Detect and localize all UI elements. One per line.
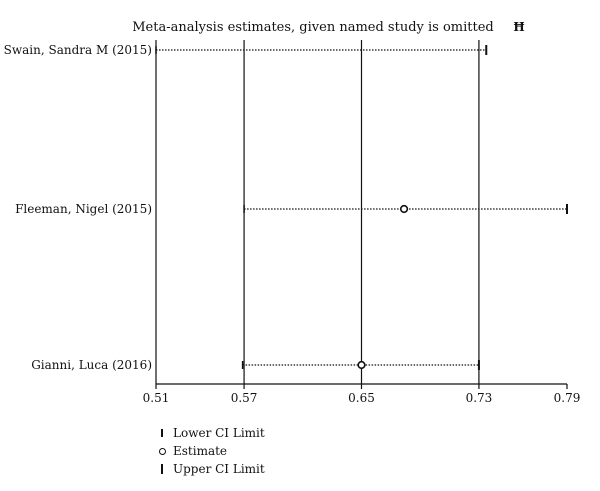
x-tick-label-4: 0.79 <box>553 391 581 405</box>
legend-label-lower: Lower CI Limit <box>173 426 265 440</box>
estimate-circle-icon <box>155 448 169 455</box>
x-tick-label-1: 0.57 <box>230 391 258 405</box>
corner-mark-glyph: Ħ <box>513 20 525 34</box>
lower-limit-icon <box>155 429 169 437</box>
study-label-2: Gianni, Luca (2016) <box>31 358 152 372</box>
x-tick-label-2: 0.65 <box>348 391 375 405</box>
upper-limit-icon <box>155 464 169 474</box>
chart-title: Meta-analysis estimates, given named study is omitted <box>132 20 494 35</box>
estimate-marker-2 <box>358 362 365 369</box>
study-row-0 <box>4 43 487 57</box>
reference-lines <box>244 40 479 384</box>
study-label-0: Swain, Sandra M (2015) <box>3 43 152 57</box>
legend-label-estimate: Estimate <box>173 444 228 458</box>
study-rows <box>4 43 567 372</box>
legend-item-estimate <box>155 442 265 460</box>
legend-label-upper: Upper CI Limit <box>173 462 265 476</box>
legend <box>155 424 265 478</box>
legend-item-lower <box>155 424 265 442</box>
study-row-1 <box>15 202 567 216</box>
x-tick-label-3: 0.73 <box>465 391 493 405</box>
study-label-1: Fleeman, Nigel (2015) <box>15 202 152 216</box>
x-tick-label-0: 0.51 <box>142 391 170 405</box>
legend-item-upper <box>155 460 265 478</box>
estimate-marker-1 <box>401 206 408 213</box>
study-row-2 <box>31 358 479 372</box>
